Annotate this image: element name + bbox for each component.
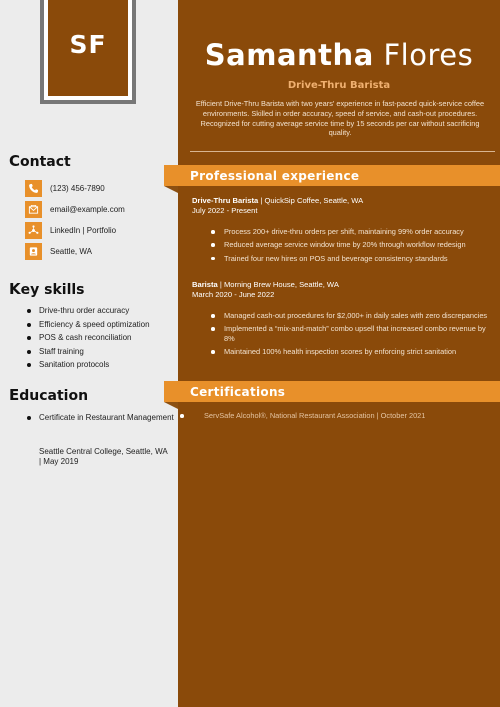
phone-icon: [25, 180, 42, 197]
education-list: [25, 413, 175, 427]
contact-location: [25, 241, 175, 262]
job-1-role: Drive-Thru Barista: [192, 196, 259, 205]
job-2-company: | Morning Brew House, Seattle, WA: [217, 280, 339, 289]
contact-list: [25, 178, 175, 262]
summary: Efficient Drive-Thru Barista with two years' experience in fast-paced quick-service coffee environments. Skilled in order accuracy, speed of service, and cash-out procedures. Recognized for cutting average service time by 15 seconds per car without sacrificing quality.: [195, 99, 485, 138]
skill-item: POS & cash reconciliation: [25, 333, 175, 343]
header-divider: [190, 151, 495, 152]
job-2-dates: March 2020 - June 2022: [192, 290, 275, 299]
monogram-frame: [40, 0, 136, 104]
candidate-name: [178, 38, 500, 72]
job-2-role: Barista: [192, 280, 218, 289]
job-2-header: [192, 280, 492, 290]
skill-item: Drive-thru order accuracy: [25, 306, 175, 316]
contact-links[interactable]: [25, 220, 175, 241]
contact-email[interactable]: [25, 199, 175, 220]
certifications-heading: Certifications: [190, 385, 286, 399]
job-1-dates: July 2022 - Present: [192, 206, 258, 215]
certifications-section-bar: [164, 381, 500, 402]
location-icon: [25, 243, 42, 260]
job-bullet: Maintained 100% health inspection scores by enforcing strict sanitation: [210, 347, 492, 357]
education-school: Seattle Central College, Seattle, WA | May 2019: [39, 447, 168, 466]
skills-list: [25, 306, 175, 374]
contact-email-text: email@example.com: [50, 205, 125, 214]
job-2-bullets: [210, 311, 492, 361]
job-1-header: [192, 196, 492, 206]
job-bullet: Trained four new hires on POS and beverage consistency standards: [210, 254, 492, 264]
job-1-bullets: [210, 227, 492, 267]
email-icon: [25, 201, 42, 218]
job-bullet: Implemented a “mix-and-match” combo upsell that increased combo revenue by 8%: [210, 324, 492, 343]
job-bullet: Reduced average service window time by 20% through workflow redesign: [210, 240, 492, 250]
job-title: Drive-Thru Barista: [287, 80, 391, 91]
job-bullet: Process 200+ drive-thru orders per shift, maintaining 99% order accuracy: [210, 227, 492, 237]
job-1-company: | QuickSip Coffee, Seattle, WA: [258, 196, 364, 205]
skill-item: Sanitation protocols: [25, 360, 175, 370]
contact-phone[interactable]: [25, 178, 175, 199]
first-name: Samantha: [204, 38, 374, 72]
job-bullet: Managed cash-out procedures for $2,000+ in daily sales with zero discrepancies: [210, 311, 492, 321]
certification-item: ServSafe Alcohol®, National Restaurant Association | October 2021: [192, 411, 492, 421]
monogram-box: [48, 0, 128, 96]
skill-item: Staff training: [25, 347, 175, 357]
education-degree: Certificate in Restaurant Management: [25, 413, 175, 423]
last-name: Flores: [383, 38, 474, 72]
contact-location-text: Seattle, WA: [50, 247, 92, 256]
contact-phone-text: (123) 456-7890: [50, 184, 105, 193]
contact-heading: Contact: [9, 152, 71, 170]
certifications-list: [192, 411, 492, 421]
contact-links-text: LinkedIn | Portfolio: [50, 226, 117, 235]
skills-heading: Key skills: [9, 280, 85, 298]
skill-item: Efficiency & speed optimization: [25, 320, 175, 330]
experience-heading: Professional experience: [190, 169, 360, 183]
monogram: SF: [69, 29, 107, 59]
share-icon: [25, 222, 42, 239]
experience-section-bar: [164, 165, 500, 186]
education-heading: Education: [9, 386, 89, 404]
